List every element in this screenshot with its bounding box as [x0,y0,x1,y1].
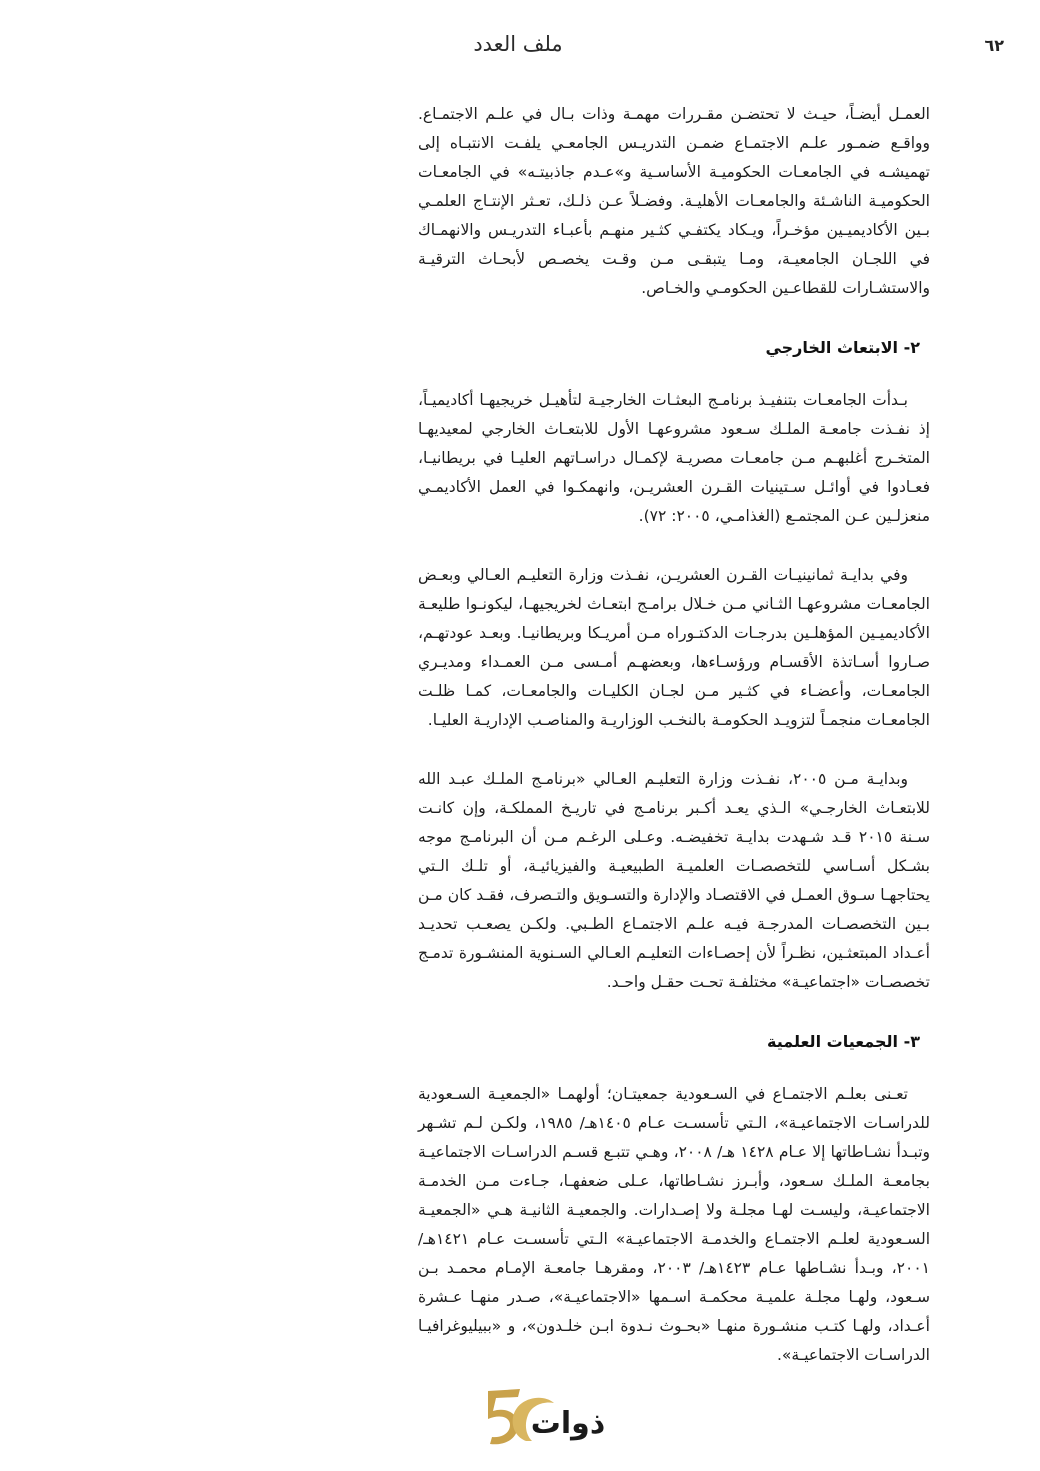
dhawat-50-logo [470,1383,610,1453]
section-heading-foreign-scholarships: ٢- الابتعاث الخارجي [765,338,920,357]
paragraph: وبدايـة مـن ٢٠٠٥، نفـذت وزارة التعليـم العـالي «برنامـج الملـك عبـد الله للابتعـاث الخارجـي» الـذي يعـد أكـبر برنامـج في تاريـخ المملكـة، وإن كانـت سـنة ٢٠١٥ قـد شـهدت بدايـة تخفيضـه. وعـلى الرغـم مـن أن البرنامـج موجه بشـكل أسـاسي للتخصصـات العلميـة الطبيعيـة والفيزيائيـة، أو تلـك الـتي يحتاجهـا سـوق العمـل في الاقتصـاد والإدارة والتسـويق والتـصرف، فقـد كان مـن بـين التخصصـات المدرجـة فيـه علـم الاجتمـاع الطـبي. ولكـن يصعـب تحديـد أعـداد المبتعثـين، نظـراً لأن إحصـاءات التعليـم العـالي السـنوية المنشـورة تدمـج تخصصـات «اجتماعيـة» مختلفـة تحـت حقـل واحـد. [418,770,930,991]
page-number: ٦٢ [984,36,1004,55]
article-column [418,100,930,1370]
section-heading-scientific-societies: ٣- الجمعيات العلمية [767,1032,920,1051]
paragraph: تعـنى بعلـم الاجتمـاع في السـعودية جمعيتـان؛ أولهمـا «الجمعيـة السـعودية للدراسـات الاجتماعيـة»، الـتي تأسسـت عـام ١٤٠٥هـ/ ١٩٨٥، ولكـن لـم تشـهر وتبـدأ نشـاطاتها إلا عـام ١٤٢٨ هـ/ ٢٠٠٨، وهـي تتبـع قسـم الدراسـات الاجتماعيـة بجامعـة الملـك سـعود، وأبـرز نشـاطاتها، عـلى ضعفهـا، جـاءت مـن الخدمـة الاجتماعيـة، وليسـت لهـا مجلـة ولا إصـدارات. والجمعيـة الثانيـة هـي «الجمعيـة السـعودية لعلـم الاجتمـاع والخدمـة الاجتماعيـة» الـتي تأسسـت عـام ١٤٢١هـ/ ٢٠٠١، وبـدأ نشـاطها عـام ١٤٢٣هـ/ ٢٠٠٣، ومقرهـا جامعـة الإمـام محمـد بـن سـعود، ولهـا مجلـة علميـة محكمـة اسـمها «الاجتماعيـة»، صـدر منهـا عـشرة أعـداد، ولهـا كتـب منشـورة منهـا «بحـوث نـدوة ابـن خلـدون»، و «ببيليوغرافيـا الدراسـات الاجتماعيـة». [418,1085,930,1364]
intro-paragraph: العمـل أيضـاً، حيـث لا تحتضـن مقـررات مهمـة وذات بـال في علـم الاجتمـاع. وواقـع ضمـور علـم الاجتمـاع ضمـن التدريـس الجامعـي يلفـت الانتبـاه إلى تهميشـه في الجامعـات الحكوميـة الأساسـية و»عـدم جاذبيتـه» في الجامعـات الحكوميـة الناشـئة والجامعـات الأهليـة. وفضـلاً عـن ذلـك، تعـثر الإنتـاج العلمـي بـين الأكاديميـين مؤخـراً، ويـكاد يكتفـي كثـير منهـم بأعبـاء التدريـس والانهمـاك في اللجـان الجامعيـة، ومـا يتبقـى مـن وقـت يخصـص لأبحـاث الترقيـة والاستشـارات للقطاعـين الحكومـي والخـاص. [418,105,930,297]
section-title: ملف العدد [473,32,563,56]
logo-wordmark: ذوات [530,1406,606,1441]
paragraph: بـدأت الجامعـات بتنفيـذ برنامـج البعثـات الخارجيـة لتأهيـل خريجيهـا أكاديميـاً، إذ نفـذت جامعـة الملـك سـعود مشروعهـا الأول للابتعـاث الخارجي لمعيديهـا المتخـرج أغلبهـم مـن جامعـات مصريـة لإكمـال دراسـاتهم العليـا في بريطانيـا، فعـادوا في أوائـل سـتينيات القـرن العشريـن، وانهمكـوا في العمل الأكاديمـي منعزلـين عـن المجتمـع (الغذامـي، ٢٠٠٥: ٧٢). [418,391,930,525]
paragraph: وفي بدايـة ثمانينيـات القـرن العشريـن، نفـذت وزارة التعليـم العـالي وبعـض الجامعـات مشروعهـا الثـاني مـن خـلال برامـج ابتعـاث لخريجيهـا، ليكونـوا طليعـة الأكاديميـين المؤهلـين بدرجـات الدكتـوراه مـن أمريـكا وبريطانيـا. وبعـد عودتهـم، صـاروا أسـاتذة الأقسـام ورؤسـاءها، وبعضهـم أمـسى مـن العمـداء ومديـري الجامعـات، وأعضـاء في كثـير مـن لجـان الكليـات والجامعـات، كمـا ظلـت الجامعـات منجمـاً لتزويـد الحكومـة بالنخـب الوزاريـة والمناصـب الإداريـة العليـا. [418,566,930,729]
